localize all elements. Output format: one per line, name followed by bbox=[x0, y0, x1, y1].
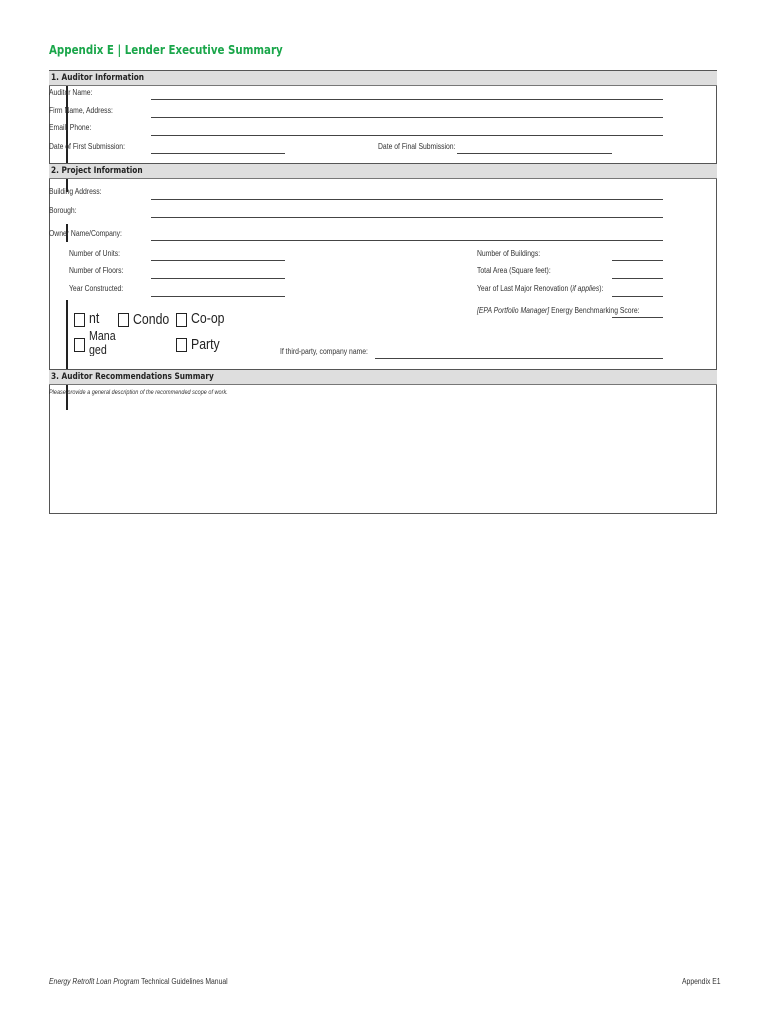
coop-checkbox[interactable] bbox=[176, 313, 187, 327]
recommendations-instructions: Please provide a general description of the recommended scope of work. bbox=[49, 389, 228, 396]
rental-option-label: nt bbox=[89, 310, 100, 327]
renovation-field[interactable] bbox=[612, 296, 663, 297]
renovation-label: Year of Last Major Renovation (if applies): bbox=[477, 284, 604, 293]
section-header-project: 2. Project Information bbox=[49, 163, 717, 179]
building-address-label: Building Address: bbox=[49, 187, 102, 196]
units-label: Number of Units: bbox=[69, 249, 121, 258]
owner-label: Owner Name/Company: bbox=[49, 229, 122, 238]
final-submission-field[interactable] bbox=[457, 153, 612, 154]
buildings-field[interactable] bbox=[612, 260, 663, 261]
recommendations-textarea[interactable] bbox=[51, 398, 715, 512]
first-submission-label: Date of First Submission: bbox=[49, 142, 125, 151]
owner-field[interactable] bbox=[151, 240, 663, 241]
footer-page-number: Appendix E1 bbox=[682, 977, 721, 986]
page-title: Appendix E | Lender Executive Summary bbox=[49, 42, 283, 57]
section-header-auditor: 1. Auditor Information bbox=[49, 70, 717, 86]
building-address-field[interactable] bbox=[151, 199, 663, 200]
condo-checkbox[interactable] bbox=[118, 313, 129, 327]
auditor-name-label: Auditor Name: bbox=[49, 88, 93, 97]
buildings-label: Number of Buildings: bbox=[477, 249, 541, 258]
total-area-label: Total Area (Square feet): bbox=[477, 266, 551, 275]
third-party-label: If third-party, company name: bbox=[280, 347, 368, 356]
year-constructed-label: Year Constructed: bbox=[69, 284, 124, 293]
year-constructed-field[interactable] bbox=[151, 296, 285, 297]
final-submission-label: Date of Final Submission: bbox=[378, 142, 456, 151]
borough-label: Borough: bbox=[49, 206, 77, 215]
total-area-field[interactable] bbox=[612, 278, 663, 279]
floors-label: Number of Floors: bbox=[69, 266, 124, 275]
first-submission-field[interactable] bbox=[151, 153, 285, 154]
section-header-recommendations: 3. Auditor Recommendations Summary bbox=[49, 369, 717, 385]
footer-manual-title: Energy Retrofit Loan Program Technical Guidelines Manual bbox=[49, 977, 228, 986]
rental-checkbox[interactable] bbox=[74, 313, 85, 327]
managed-option-label: Mana ged bbox=[89, 329, 116, 356]
email-phone-field[interactable] bbox=[151, 135, 663, 136]
coop-option-label: Co-op bbox=[191, 310, 225, 327]
units-field[interactable] bbox=[151, 260, 285, 261]
auditor-name-field[interactable] bbox=[151, 99, 663, 100]
email-phone-label: Email, Phone: bbox=[49, 123, 92, 132]
borough-field[interactable] bbox=[151, 217, 663, 218]
condo-option-label: Condo bbox=[133, 311, 170, 328]
party-option-label: Party bbox=[191, 336, 220, 353]
party-checkbox[interactable] bbox=[176, 338, 187, 352]
epa-score-field[interactable] bbox=[612, 317, 663, 318]
firm-name-field[interactable] bbox=[151, 117, 663, 118]
floors-field[interactable] bbox=[151, 278, 285, 279]
managed-checkbox[interactable] bbox=[74, 338, 85, 352]
epa-score-label: [EPA Portfolio Manager] Energy Benchmarking Score: bbox=[477, 306, 640, 315]
firm-name-label: Firm Name, Address: bbox=[49, 106, 113, 115]
third-party-field[interactable] bbox=[375, 358, 663, 359]
